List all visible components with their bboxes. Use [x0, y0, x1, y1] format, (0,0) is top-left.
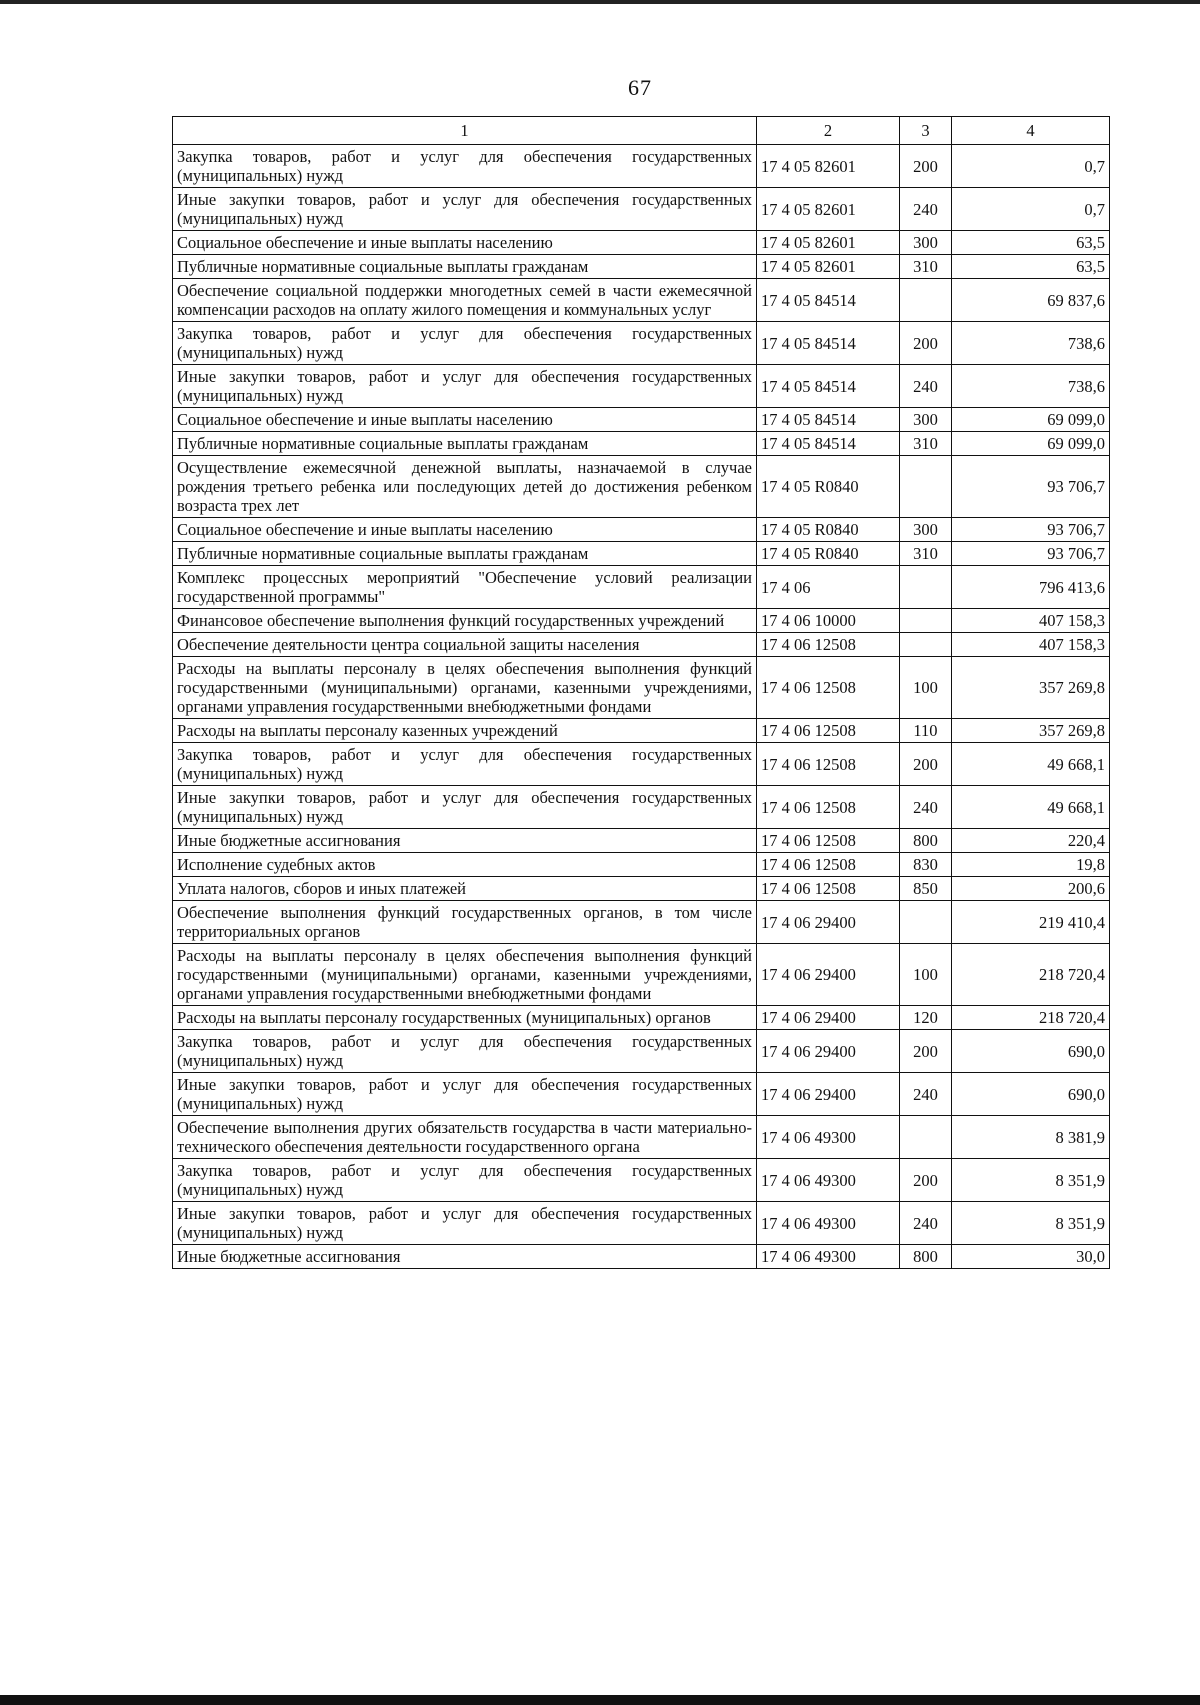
table-row	[173, 518, 1110, 542]
row-expense-type: 240	[900, 786, 952, 829]
row-expense-type: 110	[900, 719, 952, 743]
header-col-1: 1	[173, 117, 757, 145]
row-expense-type: 100	[900, 944, 952, 1006]
row-expense-type: 240	[900, 1202, 952, 1245]
table-row	[173, 719, 1110, 743]
row-amount: 690,0	[952, 1030, 1110, 1073]
row-code: 17 4 05 R0840	[757, 456, 900, 518]
row-expense-type: 830	[900, 853, 952, 877]
row-code: 17 4 05 82601	[757, 255, 900, 279]
row-code: 17 4 06 49300	[757, 1159, 900, 1202]
row-name: Иные закупки товаров, работ и услуг для обеспечения государственных (муниципальных) нужд	[173, 1202, 757, 1245]
table-row	[173, 657, 1110, 719]
row-expense-type: 240	[900, 365, 952, 408]
row-name: Иные бюджетные ассигнования	[173, 829, 757, 853]
row-amount: 0,7	[952, 188, 1110, 231]
table-row	[173, 944, 1110, 1006]
row-code: 17 4 06 12508	[757, 719, 900, 743]
row-amount: 200,6	[952, 877, 1110, 901]
table-row	[173, 743, 1110, 786]
table-row	[173, 322, 1110, 365]
row-amount: 0,7	[952, 145, 1110, 188]
table-row	[173, 188, 1110, 231]
row-code: 17 4 05 R0840	[757, 542, 900, 566]
row-code: 17 4 06 49300	[757, 1116, 900, 1159]
row-amount: 69 837,6	[952, 279, 1110, 322]
row-expense-type: 200	[900, 322, 952, 365]
table-row	[173, 145, 1110, 188]
row-amount: 69 099,0	[952, 408, 1110, 432]
row-amount: 49 668,1	[952, 743, 1110, 786]
table-row	[173, 829, 1110, 853]
row-name: Расходы на выплаты персоналу в целях обеспечения выполнения функций государственными (муниципальными) органами, казенными учреждениями, органами управления государственными внебюджетными фондами	[173, 944, 757, 1006]
row-name: Расходы на выплаты персоналу в целях обеспечения выполнения функций государственными (муниципальными) органами, казенными учреждениями, органами управления государственными внебюджетными фондами	[173, 657, 757, 719]
row-name: Осуществление ежемесячной денежной выплаты, назначаемой в случае рождения третьего ребенка или последующих детей до достижения ребенком возраста трех лет	[173, 456, 757, 518]
table-row	[173, 853, 1110, 877]
row-expense-type: 800	[900, 829, 952, 853]
row-name: Публичные нормативные социальные выплаты гражданам	[173, 255, 757, 279]
row-code: 17 4 06 12508	[757, 853, 900, 877]
row-expense-type: 300	[900, 518, 952, 542]
row-amount: 407 158,3	[952, 609, 1110, 633]
row-name: Исполнение судебных актов	[173, 853, 757, 877]
row-code: 17 4 06 29400	[757, 1073, 900, 1116]
row-expense-type	[900, 901, 952, 944]
row-name: Иные закупки товаров, работ и услуг для обеспечения государственных (муниципальных) нужд	[173, 365, 757, 408]
row-expense-type: 310	[900, 255, 952, 279]
row-name: Иные закупки товаров, работ и услуг для обеспечения государственных (муниципальных) нужд	[173, 1073, 757, 1116]
row-name: Обеспечение выполнения функций государственных органов, в том числе территориальных органов	[173, 901, 757, 944]
row-amount: 218 720,4	[952, 944, 1110, 1006]
row-code: 17 4 06	[757, 566, 900, 609]
table-row	[173, 365, 1110, 408]
row-amount: 8 351,9	[952, 1202, 1110, 1245]
header-col-3: 3	[900, 117, 952, 145]
row-amount: 93 706,7	[952, 542, 1110, 566]
table-row	[173, 1202, 1110, 1245]
row-expense-type	[900, 279, 952, 322]
table-row	[173, 456, 1110, 518]
row-name: Комплекс процессных мероприятий "Обеспечение условий реализации государственной программы"	[173, 566, 757, 609]
row-code: 17 4 06 12508	[757, 633, 900, 657]
row-amount: 218 720,4	[952, 1006, 1110, 1030]
row-expense-type: 300	[900, 231, 952, 255]
row-code: 17 4 05 R0840	[757, 518, 900, 542]
row-name: Социальное обеспечение и иные выплаты населению	[173, 231, 757, 255]
row-amount: 738,6	[952, 365, 1110, 408]
row-amount: 19,8	[952, 853, 1110, 877]
row-name: Закупка товаров, работ и услуг для обеспечения государственных (муниципальных) нужд	[173, 1159, 757, 1202]
table-row	[173, 1006, 1110, 1030]
row-amount: 738,6	[952, 322, 1110, 365]
row-code: 17 4 06 29400	[757, 944, 900, 1006]
row-code: 17 4 06 29400	[757, 901, 900, 944]
row-amount: 93 706,7	[952, 518, 1110, 542]
table-row	[173, 609, 1110, 633]
table-row	[173, 542, 1110, 566]
row-code: 17 4 05 84514	[757, 365, 900, 408]
table-row	[173, 1116, 1110, 1159]
table-row	[173, 1245, 1110, 1269]
row-code: 17 4 05 82601	[757, 145, 900, 188]
row-amount: 8 351,9	[952, 1159, 1110, 1202]
row-expense-type: 200	[900, 145, 952, 188]
row-code: 17 4 06 12508	[757, 743, 900, 786]
row-expense-type: 850	[900, 877, 952, 901]
table-body	[173, 145, 1110, 1269]
table-row	[173, 633, 1110, 657]
table-header-row	[173, 117, 1110, 145]
row-amount: 219 410,4	[952, 901, 1110, 944]
row-expense-type: 300	[900, 408, 952, 432]
row-amount: 93 706,7	[952, 456, 1110, 518]
row-name: Публичные нормативные социальные выплаты гражданам	[173, 432, 757, 456]
row-code: 17 4 05 84514	[757, 279, 900, 322]
row-name: Финансовое обеспечение выполнения функций государственных учреждений	[173, 609, 757, 633]
row-expense-type	[900, 609, 952, 633]
row-name: Социальное обеспечение и иные выплаты населению	[173, 408, 757, 432]
row-code: 17 4 05 82601	[757, 188, 900, 231]
row-name: Иные закупки товаров, работ и услуг для обеспечения государственных (муниципальных) нужд	[173, 786, 757, 829]
bottom-scan-border	[0, 1695, 1200, 1705]
table-row	[173, 279, 1110, 322]
row-name: Закупка товаров, работ и услуг для обеспечения государственных (муниципальных) нужд	[173, 743, 757, 786]
row-name: Обеспечение деятельности центра социальной защиты населения	[173, 633, 757, 657]
row-code: 17 4 06 49300	[757, 1202, 900, 1245]
row-expense-type: 240	[900, 1073, 952, 1116]
table-row	[173, 432, 1110, 456]
row-expense-type	[900, 1116, 952, 1159]
row-amount: 796 413,6	[952, 566, 1110, 609]
table-row	[173, 231, 1110, 255]
table-row	[173, 786, 1110, 829]
row-code: 17 4 06 12508	[757, 657, 900, 719]
row-amount: 357 269,8	[952, 657, 1110, 719]
row-code: 17 4 05 84514	[757, 322, 900, 365]
top-scan-border	[0, 0, 1200, 4]
row-name: Обеспечение социальной поддержки многодетных семей в части ежемесячной компенсации расходов на оплату жилого помещения и коммунальных услуг	[173, 279, 757, 322]
row-code: 17 4 05 84514	[757, 432, 900, 456]
row-name: Расходы на выплаты персоналу государственных (муниципальных) органов	[173, 1006, 757, 1030]
row-code: 17 4 06 29400	[757, 1030, 900, 1073]
row-code: 17 4 06 10000	[757, 609, 900, 633]
row-name: Обеспечение выполнения других обязательств государства в части материально-технического обеспечения деятельности государственного органа	[173, 1116, 757, 1159]
row-amount: 49 668,1	[952, 786, 1110, 829]
row-amount: 30,0	[952, 1245, 1110, 1269]
row-expense-type: 240	[900, 188, 952, 231]
row-code: 17 4 06 29400	[757, 1006, 900, 1030]
page-number: 67	[628, 75, 652, 100]
row-code: 17 4 06 49300	[757, 1245, 900, 1269]
header-col-4: 4	[952, 117, 1110, 145]
row-expense-type: 310	[900, 542, 952, 566]
table-row	[173, 1159, 1110, 1202]
row-code: 17 4 05 82601	[757, 231, 900, 255]
header-col-2: 2	[757, 117, 900, 145]
row-expense-type: 200	[900, 1030, 952, 1073]
table-row	[173, 255, 1110, 279]
row-name: Публичные нормативные социальные выплаты гражданам	[173, 542, 757, 566]
row-amount: 69 099,0	[952, 432, 1110, 456]
row-code: 17 4 06 12508	[757, 786, 900, 829]
row-amount: 690,0	[952, 1073, 1110, 1116]
row-expense-type	[900, 633, 952, 657]
row-code: 17 4 06 12508	[757, 829, 900, 853]
table-row	[173, 408, 1110, 432]
row-amount: 407 158,3	[952, 633, 1110, 657]
table-row	[173, 566, 1110, 609]
table-row	[173, 1030, 1110, 1073]
row-expense-type: 800	[900, 1245, 952, 1269]
table-row	[173, 877, 1110, 901]
row-name: Социальное обеспечение и иные выплаты населению	[173, 518, 757, 542]
budget-table	[172, 116, 1110, 1269]
row-name: Уплата налогов, сборов и иных платежей	[173, 877, 757, 901]
row-name: Расходы на выплаты персоналу казенных учреждений	[173, 719, 757, 743]
row-expense-type: 120	[900, 1006, 952, 1030]
row-amount: 8 381,9	[952, 1116, 1110, 1159]
row-name: Закупка товаров, работ и услуг для обеспечения государственных (муниципальных) нужд	[173, 322, 757, 365]
row-name: Закупка товаров, работ и услуг для обеспечения государственных (муниципальных) нужд	[173, 145, 757, 188]
row-amount: 63,5	[952, 255, 1110, 279]
row-expense-type: 200	[900, 743, 952, 786]
row-amount: 220,4	[952, 829, 1110, 853]
row-name: Иные бюджетные ассигнования	[173, 1245, 757, 1269]
row-amount: 357 269,8	[952, 719, 1110, 743]
row-code: 17 4 05 84514	[757, 408, 900, 432]
row-expense-type: 100	[900, 657, 952, 719]
row-code: 17 4 06 12508	[757, 877, 900, 901]
row-expense-type	[900, 566, 952, 609]
row-expense-type: 200	[900, 1159, 952, 1202]
row-name: Иные закупки товаров, работ и услуг для обеспечения государственных (муниципальных) нужд	[173, 188, 757, 231]
table-row	[173, 901, 1110, 944]
table-row	[173, 1073, 1110, 1116]
row-expense-type	[900, 456, 952, 518]
row-amount: 63,5	[952, 231, 1110, 255]
row-expense-type: 310	[900, 432, 952, 456]
row-name: Закупка товаров, работ и услуг для обеспечения государственных (муниципальных) нужд	[173, 1030, 757, 1073]
